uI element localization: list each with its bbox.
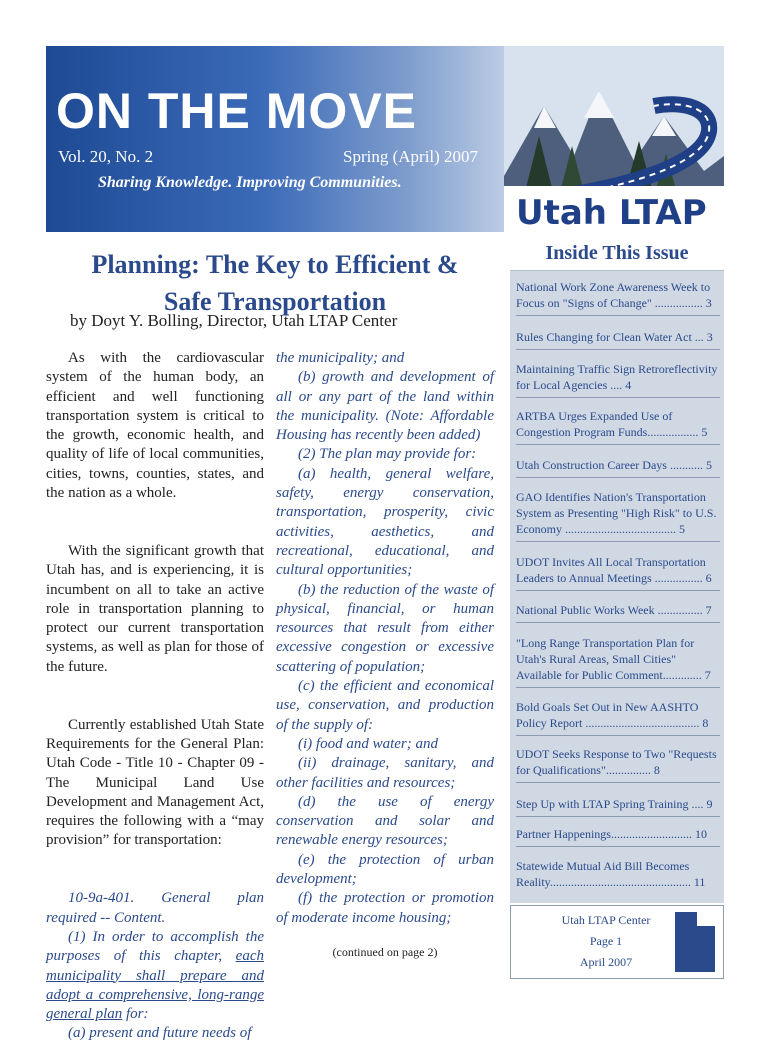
code-clause: (i) food and water; and xyxy=(298,735,438,752)
toc-item[interactable]: UDOT Invites All Local Transportation Leaders to Annual Meetings ................ 6 xyxy=(516,554,720,591)
masthead-gradient xyxy=(46,46,526,232)
code-clause: (a) present and future needs of xyxy=(68,1025,252,1042)
issue-date: Spring (April) 2007 xyxy=(343,147,479,166)
footer-date: April 2007 xyxy=(579,955,633,969)
tagline: Sharing Knowledge. Improving Communities. xyxy=(98,174,402,191)
continued-note: (continued on page 2) xyxy=(332,945,438,959)
code-section-heading: 10-9a-401. General plan required -- Content. xyxy=(46,890,264,926)
toc-item[interactable]: Statewide Mutual Aid Bill Becomes Reality............................................... 11 xyxy=(516,859,706,889)
utah-ltap-logo xyxy=(504,46,724,232)
sidebar-title: Inside This Issue xyxy=(545,242,689,264)
table-of-contents xyxy=(510,270,724,903)
page-footer-box xyxy=(510,905,724,979)
toc-item[interactable]: Maintaining Traffic Sign Retroreflectivity for Local Agencies .... 4 xyxy=(516,361,720,398)
code-clause: (e) the protection of urban development; xyxy=(276,851,494,888)
paragraph: With the significant growth that Utah has, and is experiencing, it is incumbent on all to take an active role in transportation planning to protect our current transportation systems, as well as plan for those of the future. xyxy=(46,542,264,675)
toc-item[interactable]: Utah Construction Career Days ........... 5 xyxy=(516,457,720,478)
code-clause: the municipality; and xyxy=(276,350,405,366)
toc-item[interactable]: Partner Happenings........................... 10 xyxy=(516,826,720,847)
code-clause: (c) the efficient and economical use, conservation, and production of the supply of: xyxy=(276,678,494,733)
code-clause: (2) The plan may provide for: xyxy=(298,446,477,463)
underlined-requirement: each municipality shall prepare and adopt a comprehensive, long-range general plan xyxy=(46,948,264,1023)
toc-item[interactable]: GAO Identifies Nation's Transportation System as Presenting "High Risk" to U.S. Economy ..................................... 5 xyxy=(516,489,720,542)
toc-item[interactable]: Step Up with LTAP Spring Training .... 9 xyxy=(516,796,720,817)
code-clause: (a) health, general welfare, safety, energy conservation, transportation, prosperity, civic activities, aesthetics, and recreational, educational, and cultural opportunities; xyxy=(276,465,494,579)
toc-item[interactable]: National Work Zone Awareness Week to Focus on "Signs of Change" ................ 3 xyxy=(516,279,720,316)
article-column-2 xyxy=(276,349,494,928)
code-clause: (ii) drainage, sanitary, and other facilities and resources; xyxy=(276,755,494,791)
headline-line-1: Planning: The Key to Efficient & xyxy=(91,250,459,279)
toc-item[interactable]: ARTBA Urges Expanded Use of Congestion Program Funds................. 5 xyxy=(516,408,720,445)
center-name: Utah LTAP Center xyxy=(561,913,651,927)
toc-item[interactable]: National Public Works Week ............... 7 xyxy=(516,602,720,623)
newsletter-title: ON THE MOVE xyxy=(56,83,418,139)
toc-item[interactable]: UDOT Seeks Response to Two "Requests for Qualifications"............... 8 xyxy=(516,746,720,783)
toc-item[interactable]: "Long Range Transportation Plan for Utah's Rural Areas, Small Cities" Available for Public Comment............. 7 xyxy=(516,635,720,688)
article-column-1 xyxy=(46,349,264,1044)
svg-text:Utah LTAP: Utah LTAP xyxy=(516,193,707,232)
code-clause: (f) the protection or promotion of moderate income housing; xyxy=(276,890,494,926)
toc-item[interactable]: Rules Changing for Clean Water Act ... 3 xyxy=(516,329,720,350)
volume-number: Vol. 20, No. 2 xyxy=(58,147,154,166)
paragraph: Currently established Utah State Requirements for the General Plan: Utah Code - Title 10 - Chapter 09 -The Municipal Land Use Development and Management Act, requires the following with a “may provision” for transportation: xyxy=(46,716,264,849)
code-clause: (b) the reduction of the waste of physical, financial, or human resources that result from either excessive congestion or excessive scattering of population; xyxy=(276,581,494,675)
byline: by Doyt Y. Bolling, Director, Utah LTAP Center xyxy=(70,311,398,330)
code-clause: (1) In order to accomplish the purposes of this chapter, each municipality shall prepare and adopt a comprehensive, long-range general plan for: xyxy=(46,928,264,1023)
code-clause: (b) growth and development of all or any part of the land within the municipality. (Note: Affordable Housing has recently been added) xyxy=(276,369,494,444)
page-number: Page 1 xyxy=(589,934,623,948)
masthead xyxy=(46,46,724,232)
utah-state-icon xyxy=(671,912,717,972)
headline-line-2: Safe Transportation xyxy=(163,287,387,316)
article-headline xyxy=(50,246,500,320)
toc-item[interactable]: Bold Goals Set Out in New AASHTO Policy Report ...................................... 8 xyxy=(516,699,720,736)
code-clause: (d) the use of energy conservation and solar and renewable energy resources; xyxy=(276,793,494,849)
paragraph: As with the cardiovascular system of the human body, an efficient and well functioning transportation system is critical to the growth, economic health, and quality of life of local communities, cities, towns, counties, states, and the nation as a whole. xyxy=(46,350,264,502)
